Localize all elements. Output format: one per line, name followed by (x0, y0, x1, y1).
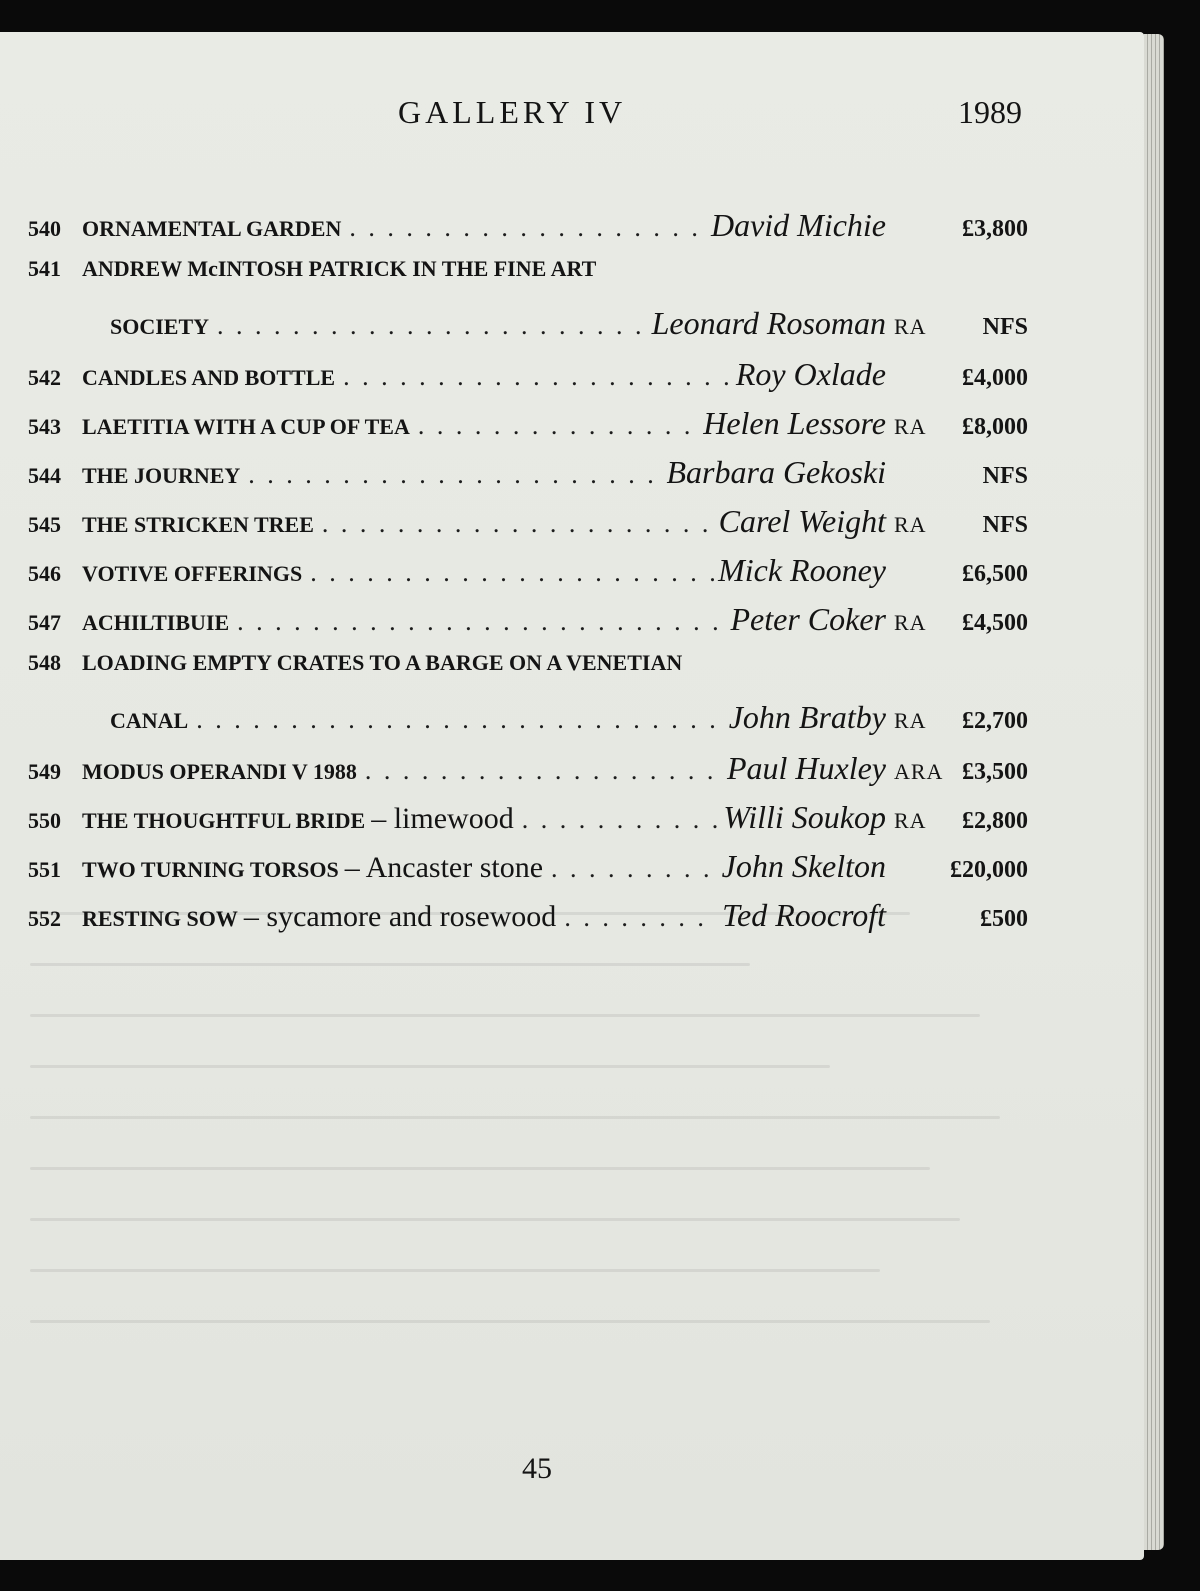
entry-number: 545 (28, 512, 61, 537)
entry-number: 547 (28, 610, 61, 635)
entry-price: £20,000 (950, 857, 1028, 883)
entry-number: 541 (28, 256, 61, 281)
entry-artist-suffix: ARA (894, 759, 944, 784)
entry-title: RESTING SOW (82, 906, 238, 931)
entry-title-continued: CANAL (110, 708, 189, 733)
catalogue-entry-545 (28, 503, 1028, 552)
dot-leader (349, 213, 707, 243)
entry-title: THE STRICKEN TREE (82, 512, 314, 537)
entry-artist: John Skelton (721, 848, 886, 884)
entry-title: TWO TURNING TORSOS (82, 857, 339, 882)
entry-title: LOADING EMPTY CRATES TO A BARGE ON A VENETIAN (82, 650, 683, 675)
entry-artist: Ted Roocroft (722, 897, 886, 933)
page-header (0, 94, 1144, 138)
entry-price: £8,000 (962, 414, 1028, 440)
entry-price: £500 (980, 906, 1028, 932)
entry-number: 540 (28, 216, 61, 241)
catalogue-entry-541 (28, 256, 1028, 356)
entry-number: 548 (28, 650, 61, 675)
entry-title: LAETITIA WITH A CUP OF TEA (82, 414, 410, 439)
entry-title: MODUS OPERANDI V 1988 (82, 759, 357, 784)
entry-medium: – limewood (371, 802, 514, 835)
entry-price: NFS (982, 512, 1028, 538)
dot-leader (343, 362, 732, 392)
entry-artist-suffix: RA (894, 512, 927, 537)
catalogue-entry-543 (28, 405, 1028, 454)
entry-number: 552 (28, 906, 61, 931)
entry-price: £2,700 (962, 708, 1028, 734)
entry-price: £3,800 (962, 216, 1028, 242)
entry-title: ORNAMENTAL GARDEN (82, 216, 342, 241)
entry-number: 546 (28, 561, 61, 586)
dot-leader (564, 903, 718, 933)
catalogue-entry-548 (28, 650, 1028, 750)
entry-artist: David Michie (710, 207, 886, 243)
catalogue-entry-550 (28, 799, 1028, 848)
dot-leader (551, 854, 718, 884)
entry-number: 543 (28, 414, 61, 439)
entry-artist-suffix: RA (894, 314, 927, 339)
entry-number: 549 (28, 759, 61, 784)
entry-title: THE THOUGHTFUL BRIDE (82, 808, 366, 833)
entry-number: 544 (28, 463, 61, 488)
dot-leader (365, 756, 723, 786)
catalogue-entry-549 (28, 750, 1028, 799)
entry-title: ACHILTIBUIE (82, 610, 230, 635)
entry-title: VOTIVE OFFERINGS (82, 561, 303, 586)
dot-leader (322, 509, 715, 539)
entry-number: 551 (28, 857, 61, 882)
entry-title: ANDREW McINTOSH PATRICK IN THE FINE ART (82, 256, 597, 281)
catalogue-page (0, 32, 1144, 1560)
dot-leader (310, 558, 714, 588)
entry-title: THE JOURNEY (82, 463, 241, 488)
entry-price: £3,500 (962, 759, 1028, 785)
gallery-title: GALLERY IV (398, 94, 627, 130)
entry-title-continued: SOCIETY (110, 314, 210, 339)
dot-leader (522, 805, 720, 835)
entry-artist: Leonard Rosoman (651, 305, 886, 341)
entry-price: £4,500 (962, 610, 1028, 636)
entry-artist-suffix: RA (894, 708, 927, 733)
catalogue-entry-540 (28, 207, 1028, 256)
entry-artist: Mick Rooney (718, 552, 886, 588)
entry-number: 542 (28, 365, 61, 390)
entry-medium: – Ancaster stone (344, 851, 544, 884)
page-number: 45 (522, 1452, 552, 1485)
entry-price: £6,500 (962, 561, 1028, 587)
catalogue-entry-547 (28, 601, 1028, 650)
entry-artist: Roy Oxlade (735, 356, 886, 392)
entry-artist-suffix: RA (894, 610, 927, 635)
catalogue-entry-546 (28, 552, 1028, 601)
catalogue-list (28, 207, 1028, 946)
entry-number: 550 (28, 808, 61, 833)
entry-artist: Paul Huxley (726, 750, 886, 786)
entry-price: NFS (982, 314, 1028, 340)
dot-leader (237, 607, 726, 637)
entry-artist: John Bratby (728, 699, 886, 735)
catalogue-entry-551 (28, 848, 1028, 897)
entry-medium: – sycamore and rosewood (243, 900, 557, 933)
show-through-text (30, 912, 1030, 1472)
dot-leader (196, 705, 724, 735)
entry-artist: Barbara Gekoski (666, 454, 886, 490)
catalogue-year: 1989 (958, 94, 1022, 130)
dot-leader (217, 311, 648, 341)
catalogue-entry-542 (28, 356, 1028, 405)
entry-artist: Carel Weight (718, 503, 886, 539)
dot-leader (248, 460, 662, 490)
catalogue-entry-544 (28, 454, 1028, 503)
entry-price: £4,000 (962, 365, 1028, 391)
entry-artist-suffix: RA (894, 414, 927, 439)
entry-artist: Willi Soukop (723, 799, 886, 835)
entry-artist: Helen Lessore (703, 405, 886, 441)
dot-leader (418, 411, 699, 441)
entry-artist-suffix: RA (894, 808, 927, 833)
entry-price: NFS (982, 463, 1028, 489)
catalogue-entry-552 (28, 897, 1028, 946)
entry-price: £2,800 (962, 808, 1028, 834)
entry-title: CANDLES AND BOTTLE (82, 365, 336, 390)
entry-artist: Peter Coker (730, 601, 886, 637)
